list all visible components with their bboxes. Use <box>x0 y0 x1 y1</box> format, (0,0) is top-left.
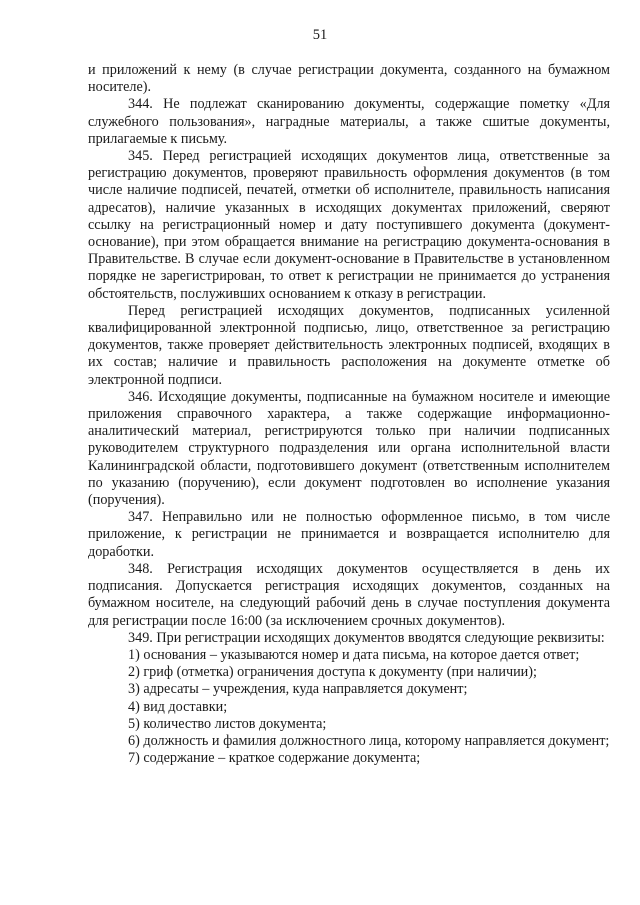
paragraph-345-electronic-signature: Перед регистрацией исходящих документов, подписанных усиленной квалифицированной электронной подписью, лицо, ответственное за регистрацию документов, также проверяет действительность электронных подписей, входящих в их состав; наличие и правильность расположения на документе отметке об электронной подписи. <box>88 302 610 388</box>
list-item-7: 7) содержание – краткое содержание документа; <box>128 750 421 767</box>
paragraph-346: 346. Исходящие документы, подписанные на бумажном носителе и имеющие приложения справочного характера, а также содержащие информационно-аналитический материал, регистрируются только при наличии подписанных руководителем структурного подразделения или органа исполнительной власти Калининградской области, подготовившего документ (ответственным исполнителем по указанию (поручению), если документ подготовлен во исполнение указания (поручения). <box>88 388 610 509</box>
paragraph-347: 347. Неправильно или не полностью оформленное письмо, в том числе приложение, к регистрации не принимается и возвращается исполнителю для доработки. <box>88 509 610 560</box>
list-item-5: 5) количество листов документа; <box>128 715 327 732</box>
list-item-4: 4) вид доставки; <box>128 698 228 715</box>
list-item-3: 3) адресаты – учреждения, куда направляется документ; <box>128 681 468 698</box>
list-item-2: 2) гриф (отметка) ограничения доступа к документу (при наличии); <box>128 664 537 681</box>
document-body <box>88 62 610 767</box>
paragraph-348: 348. Регистрация исходящих документов осуществляется в день их подписания. Допускается регистрация исходящих документов, созданных на бумажном носителе, на следующий рабочий день в случае поступления документа для регистрации после 16:00 (за исключением срочных документов). <box>88 560 610 629</box>
page-number: 51 <box>312 27 328 43</box>
paragraph-continuation: и приложений к нему (в случае регистрации документа, созданного на бумажном носителе). <box>88 62 610 96</box>
list-item-6: 6) должность и фамилия должностного лица, которому направляется документ; <box>128 732 610 749</box>
paragraph-344: 344. Не подлежат сканированию документы, содержащие пометку «Для служебного пользования», наградные материалы, а также сшитые документы, прилагаемые к письму. <box>88 96 610 147</box>
list-item-1: 1) основания – указываются номер и дата письма, на которое дается ответ; <box>128 646 580 663</box>
paragraph-345: 345. Перед регистрацией исходящих документов лица, ответственные за регистрацию документов, проверяют правильность оформления документов (в том числе наличие подписей, печатей, отметки об исполнителе, правильность написания адресатов), наличие указанных в исходящих документах приложений, сверяют ссылку на регистрационный номер и дату поступившего документа (документ-основание), при этом обращается внимание на регистрацию документа-основания в Правительстве. В случае если документ-основание в Правительстве в установленном порядке не зарегистрирован, то ответ к регистрации не принимается до устранения обстоятельств, послуживших основанием к отказу в регистрации. <box>88 148 610 302</box>
paragraph-349: 349. При регистрации исходящих документов вводятся следующие реквизиты: <box>128 629 605 646</box>
